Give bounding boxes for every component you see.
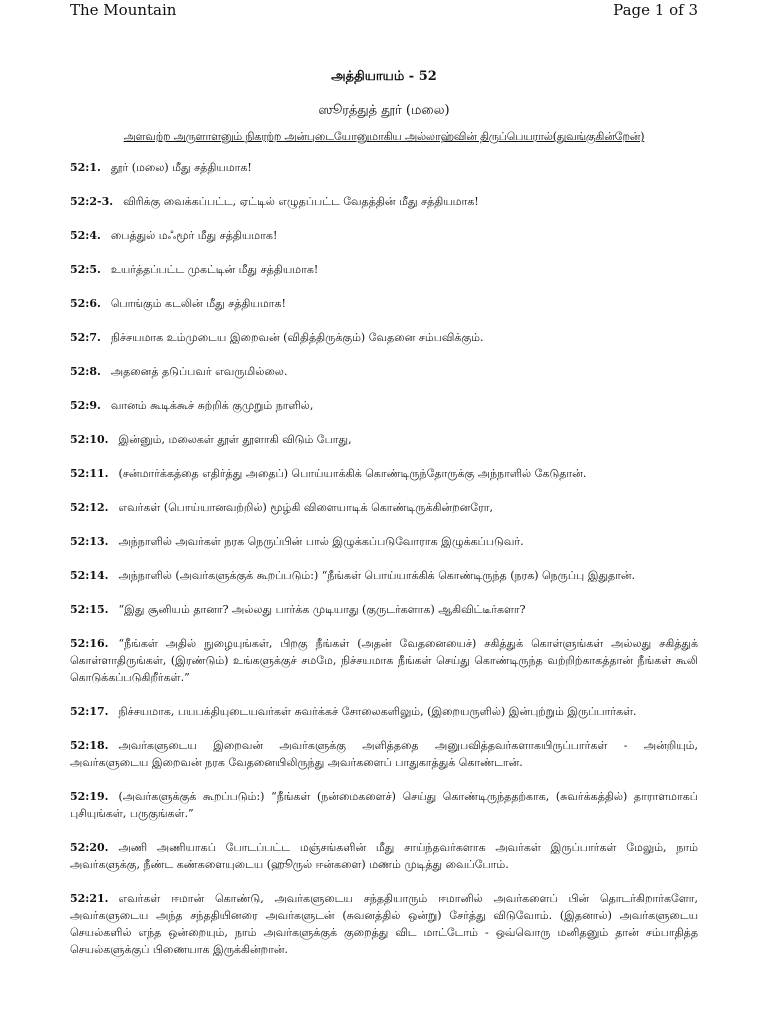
document-body (70, 66, 698, 975)
verse-text: விரிக்கு வைக்கப்பட்ட, ஏட்டில் எழுதப்பட்ட வேதத்தின் மீது சத்தியமாக! (123, 195, 479, 208)
verse-text: எவர்கள் ஈமான் கொண்டு, அவர்களுடைய சந்ததியாரும் ஈமானில் அவர்களைப் பின் தொடர்கிறார்களோ, அவர்களுடைய அந்த சந்ததியினரை அவர்களுடன் (சுவனத்தில் ஒன்று) சேர்த்து விடுவோம். (இதனால்) அவர்களுடைய செயல்களில் எந்த ஒன்றையும், நாம் அவர்களுக்குக் குறைத்து விட மாட்டோம் - ஒவ்வொரு மனிதனும் தான் சம்பாதித்த செயல்களுக்குப் பிணையாக இருக்கின்றான். (70, 892, 698, 956)
verse (70, 363, 698, 380)
verse (70, 703, 698, 720)
verse (70, 465, 698, 482)
verse (70, 227, 698, 244)
verse-number: 52:15. (70, 603, 109, 616)
verse-number: 52:6. (70, 297, 101, 310)
verse-number: 52:14. (70, 569, 109, 582)
verse-text: அந்நாளில் (அவர்களுக்குக் கூறப்படும்:) “நீங்கள் பொய்யாக்கிக் கொண்டிருந்த (நரக) நெருப்பு இதுதான். (118, 569, 636, 582)
verse (70, 635, 698, 686)
verse (70, 431, 698, 448)
verse-number: 52:16. (70, 637, 109, 650)
verse (70, 601, 698, 618)
verse-text: பொங்கும் கடலின் மீது சத்தியமாக! (110, 297, 286, 310)
page-indicator: Page 1 of 3 (613, 1, 698, 19)
verse-number: 52:1. (70, 161, 101, 174)
verse-text: எவர்கள் (பொய்யானவற்றில்) மூழ்கி விளையாடிக் கொண்டிருக்கின்றனரோ, (118, 501, 494, 514)
invocation-line: அளவற்ற அருளாளனும் நிகரற்ற அன்புடையோனுமாகிய அல்லாஹ்வின் திருப்பெயரால்(துவங்குகின்றேன்) (123, 130, 645, 143)
verse-text: இன்னும், மலைகள் தூள் தூளாகி விடும் போது, (118, 433, 352, 446)
verse-text: (அவர்களுக்குக் கூறப்படும்:) “நீங்கள் (நன்மைகளைச்) செய்து கொண்டிருந்ததற்காக, (சுவர்க்கத்தில்) தாராளமாகப் புசியுங்கள், பருகுங்கள்.” (70, 790, 698, 820)
verse (70, 839, 698, 873)
verse-text: வானம் கூடிக்கூச் சுற்றிக் குமுறும் நாளில், (110, 399, 314, 412)
verse (70, 499, 698, 516)
verse-number: 52:18. (70, 739, 109, 752)
verse-text: நிச்சயமாக, பயபக்தியுடையவர்கள் சுவர்க்கச் சோலைகளிலும், (இறையருளில்) இன்புற்றும் இருப்பார்கள். (118, 705, 637, 718)
verse-number: 52:8. (70, 365, 101, 378)
verse (70, 737, 698, 771)
verse-text: அணி அணியாகப் போடப்பட்ட மஞ்சங்களின் மீது சாய்ந்தவர்களாக அவர்கள் இருப்பார்கள் மேலும், நாம் அவர்களுக்கு, நீண்ட கண்களையுடைய (ஹூருல் ஈன்களை) மணம் முடித்து வைப்போம். (70, 841, 698, 871)
verse (70, 295, 698, 312)
document-title: The Mountain (70, 1, 177, 19)
verse-text: அதனைத் தடுப்பவர் எவருமில்லை. (110, 365, 288, 378)
verse-number: 52:10. (70, 433, 109, 446)
verse-number: 52:17. (70, 705, 109, 718)
verse-number: 52:4. (70, 229, 101, 242)
page-header (0, 0, 768, 22)
verse-list (70, 159, 698, 958)
verse-text: “இது சூனியம் தானா? அல்லது பார்க்க முடியாது (குருடர்களாக) ஆகிவிட்டீர்களா? (118, 603, 526, 616)
verse (70, 261, 698, 278)
verse-text: அந்நாளில் அவர்கள் நரக நெருப்பின் பால் இழுக்கப்படுவோராக இழுக்கப்படுவர். (118, 535, 524, 548)
verse (70, 397, 698, 414)
verse (70, 890, 698, 958)
verse (70, 329, 698, 346)
verse (70, 788, 698, 822)
verse-number: 52:19. (70, 790, 109, 803)
verse (70, 567, 698, 584)
verse-number: 52:13. (70, 535, 109, 548)
verse (70, 193, 698, 210)
verse-text: தூர் (மலை) மீது சத்தியமாக! (110, 161, 252, 174)
verse-text: “நீங்கள் அதில் நுழையுங்கள், பிறகு நீங்கள் (அதன் வேதனையைச்) சகித்துக் கொள்ளுங்கள் அல்லது சகித்துக் கொள்ளாதிருங்கள், (இரண்டும்) உங்களுக்குச் சமமே, நிச்சயமாக நீங்கள் செய்து கொண்டிருந்த வற்றிற்காகத்தான் நீங்கள் கூலி கொடுக்கப்படுகிறீர்கள்.” (70, 637, 698, 684)
verse-number: 52:12. (70, 501, 109, 514)
verse-text: (சன்மார்க்கத்தை எதிர்த்து அதைப்) பொய்யாக்கிக் கொண்டிருந்தோருக்கு அந்நாளில் கேடுதான். (118, 467, 587, 480)
verse-text: உயர்த்தப்பட்ட முகட்டின் மீது சத்தியமாக! (110, 263, 319, 276)
verse-number: 52:7. (70, 331, 101, 344)
verse-text: பைத்துல் மஃமூர் மீது சத்தியமாக! (110, 229, 278, 242)
verse (70, 159, 698, 176)
verse-number: 52:2-3. (70, 195, 114, 208)
verse-text: அவர்களுடைய இறைவன் அவர்களுக்கு அளித்ததை அனுபவித்தவர்களாகயிருப்பார்கள் - அன்றியும், அவர்களுடைய இறைவன் நரக வேதனையிலிருந்து அவர்களைப் பாதுகாத்துக் கொண்டான். (70, 739, 698, 769)
verse-number: 52:20. (70, 841, 109, 854)
chapter-heading: அத்தியாயம் - 52 (331, 69, 437, 84)
verse-number: 52:9. (70, 399, 101, 412)
verse (70, 533, 698, 550)
verse-text: நிச்சயமாக உம்முடைய இறைவன் (விதித்திருக்கும்) வேதனை சம்பவிக்கும். (110, 331, 484, 344)
verse-number: 52:5. (70, 263, 101, 276)
surah-title: ஸூரத்துத் தூர் (மலை) (318, 103, 450, 118)
verse-number: 52:21. (70, 892, 109, 905)
verse-number: 52:11. (70, 467, 109, 480)
